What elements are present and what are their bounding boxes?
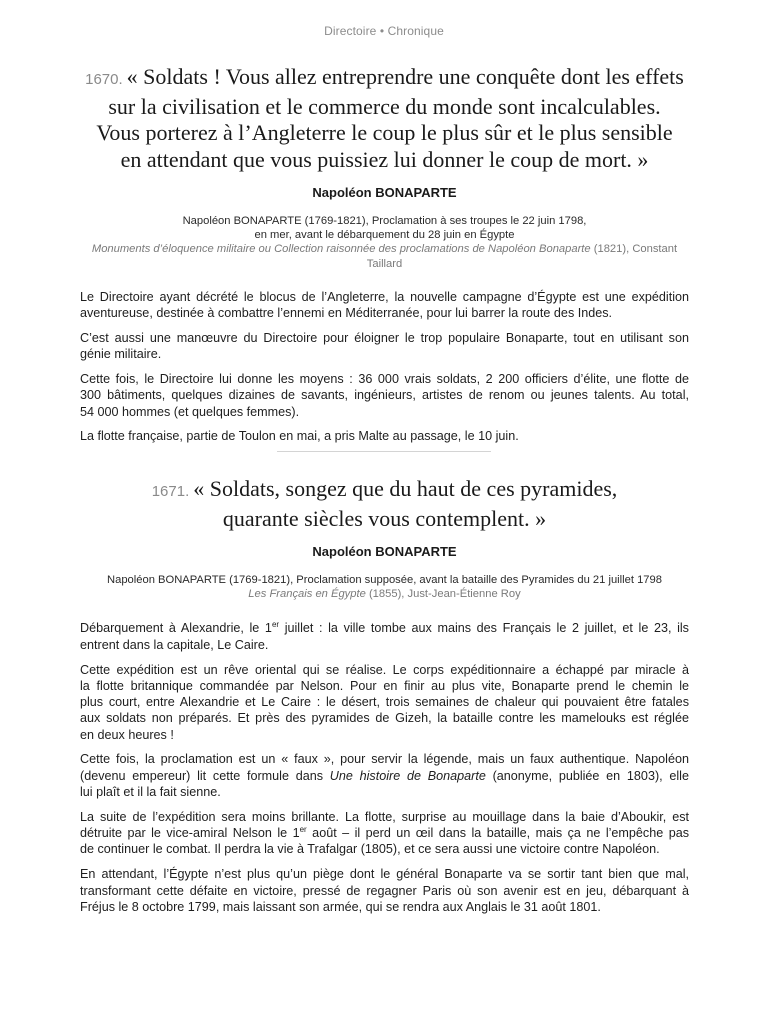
quote-line: 1671. « Soldats, songez que du haut de ces pyramides, — [151, 476, 618, 501]
quote-source — [80, 573, 689, 601]
quote-author: Napoléon BONAPARTE — [312, 544, 457, 559]
entry-1671 — [80, 476, 689, 924]
quote-line: en attendant que vous puissiez lui donner le coup de mort. » — [120, 146, 649, 172]
quote-line: 1670. « Soldats ! Vous allez entreprendre une conquête dont les effets — [85, 64, 684, 89]
quote-source — [80, 214, 689, 271]
paragraph: Cette fois, la proclamation est un « faux », pour servir la légende, mais un faux authentique. Napoléon (devenu empereur) lit cette formule dans Une histoire de Bonaparte (anonyme, publiée en 1803), elle lui plaît et il la fait sienne. — [80, 752, 689, 800]
quote-line: Vous porterez à l’Angleterre le coup le plus sûr et le plus sensible — [96, 120, 673, 145]
paragraph: En attendant, l’Égypte n’est plus qu’un piège dont le général Bonaparte va se sortir tant bien que mal, transformant cette défaite en victoire, pressé de regagner Paris où son avenir est en jeu, débarquant à Fréjus le 8 octobre 1799, mais laissant son armée, qui se rendra aux Anglais le 31 août 1801. — [80, 867, 689, 914]
paragraph: Cette expédition est un rêve oriental qui se réalise. Le corps expéditionnaire a échappé par miracle à la flotte britannique commandée par Nelson. Pour en finir au plus vite, Bonaparte prend le chemin le plus court, entre Alexandrie et Le Caire : le désert, trois semaines de chaleur qui pouvaient être fatales aux soldats non préparés. Et près des pyramides de Gizeh, la bataille contre les mamelouks est réglée en deux heures ! — [80, 662, 689, 742]
source-line: Napoléon BONAPARTE (1769-1821), Proclamation supposée, avant la bataille des Pyramides du 21 juillet 1798 — [107, 574, 662, 586]
quote-line: quarante siècles vous contemplent. » — [222, 505, 547, 531]
paragraph: Cette fois, le Directoire lui donne les moyens : 36 000 vrais soldats, 2 200 officiers d’élite, une flotte de 300 bâtiments, quelques dizaines de savants, ingénieurs, artistes de renom ou jeunes talents. Au total, 54 000 hommes (et quelques femmes). — [80, 372, 689, 419]
section-divider — [277, 451, 491, 452]
paragraph: Débarquement à Alexandrie, le 1er juillet : la ville tombe aux mains des Français le 2 juillet, et le 23, ils entrent dans la capitale, Le Caire. — [80, 620, 689, 652]
quote-line: sur la civilisation et le commerce du monde sont incalculables. — [108, 93, 661, 119]
quote-1670 — [80, 64, 689, 173]
quote-author: Napoléon BONAPARTE — [312, 185, 457, 200]
paragraph: Le Directoire ayant décrété le blocus de l’Angleterre, la nouvelle campagne d’Égypte est une expédition aventureuse, destinée à combattre l’ennemi en Méditerranée, pour lui barrer la route des Indes. — [80, 289, 689, 321]
paragraph: C’est aussi une manœuvre du Directoire pour éloigner le trop populaire Bonaparte, tout en utilisant son génie militaire. — [80, 330, 689, 362]
entry-number: 1671. — [151, 483, 190, 500]
commentary — [80, 620, 689, 915]
source-line: Napoléon BONAPARTE (1769-1821), Proclamation à ses troupes le 22 juin 1798, — [182, 215, 587, 227]
paragraph: La suite de l’expédition sera moins brillante. La flotte, surprise au mouillage dans la baie d’Aboukir, est détruite par le vice-amiral Nelson le 1er août – il perd un œil dans la bataille, mais ça ne l’empêche pas de continuer le combat. Il perdra la vie à Trafalgar (1805), et ce sera aussi une victoire contre Napoléon. — [80, 809, 689, 857]
paragraph: La flotte française, partie de Toulon en mai, a pris Malte au passage, le 10 juin. — [80, 429, 519, 444]
quote-1671 — [80, 476, 689, 532]
running-head: Directoire • Chronique — [324, 24, 444, 38]
entry-number: 1670. — [85, 71, 123, 88]
entry-1670 — [80, 64, 689, 453]
source-reference: Les Français en Égypte (1855), Just-Jean-Étienne Roy — [248, 588, 521, 601]
reference-title: Les Français en Égypte — [248, 588, 366, 601]
source-line: en mer, avant le débarquement du 28 juin en Égypte — [254, 229, 515, 242]
reference-title: Monuments d’éloquence militaire ou Collection raisonnée des proclamations de Napoléon Bonaparte — [91, 243, 591, 256]
commentary — [80, 289, 689, 445]
source-reference: Monuments d’éloquence militaire ou Collection raisonnée des proclamations de Napoléon Bonaparte (1821), Constant Taillard — [91, 243, 678, 270]
